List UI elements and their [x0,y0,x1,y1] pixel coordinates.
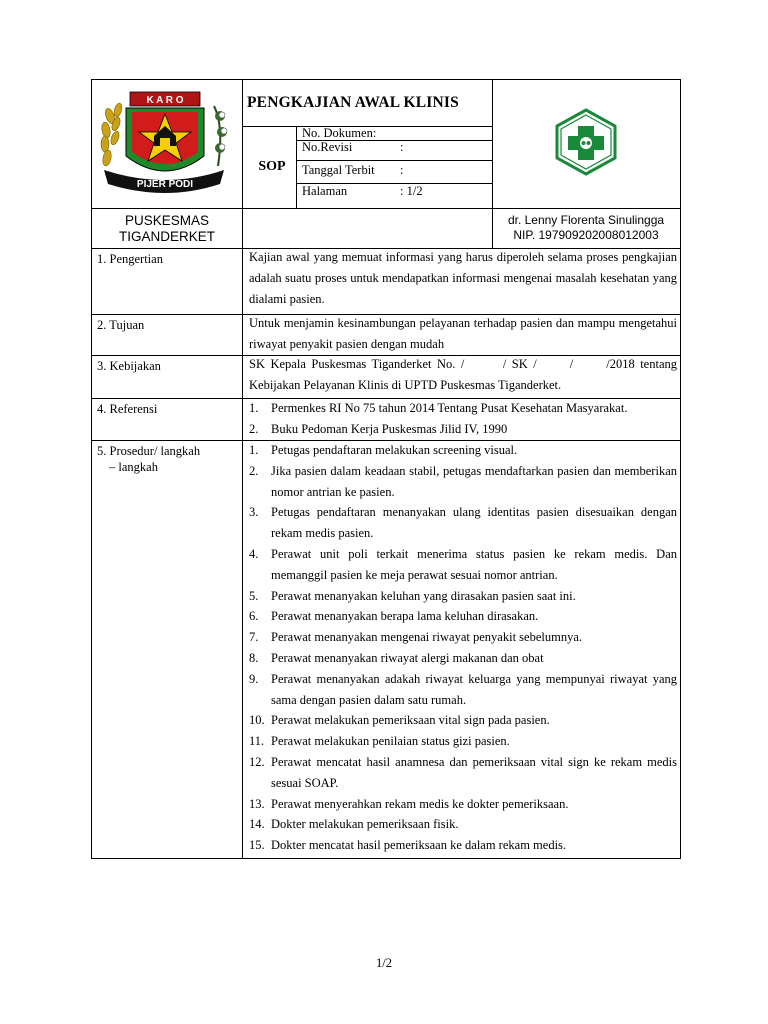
section-label-kebijakan: 3. Kebijakan [97,359,161,373]
list-item: 2. Buku Pedoman Kerja Puskesmas Jilid IV, 1990 [249,421,508,436]
list-item: 9. Perawat menanyakan adakah riwayat keluarga yang mempunyai riwayat yang sama dengan pasien dalam satu rumah. [249,671,677,707]
list-item: 14. Dokter melakukan pemeriksaan fisik. [249,817,459,832]
section-text-kebijakan [249,354,677,396]
meta-value: : [400,140,404,154]
list-item: 13. Perawat menyerahkan rekam medis ke dokter pemeriksaan. [249,796,569,811]
list-item: 4. Perawat unit poli terkait menerima status pasien ke rekam medis. Dan memanggil pasien ke meja perawat sesuai nomor antrian. [249,546,677,582]
document-title: PENGKAJIAN AWAL KLINIS [247,94,459,111]
list-item: 8. Perawat menanyakan riwayat alergi makanan dan obat [249,650,544,665]
list-item: 15. Dokter mencatat hasil pemeriksaan ke dalam rekam medis. [249,838,567,853]
signatory-name: dr. Lenny Florenta Sinulingga [507,213,665,227]
list-item: 2. Jika pasien dalam keadaan stabil, petugas mendaftarkan pasien dan memberikan nomor antrian ke pasien. [249,463,677,499]
list-item: 1. Permenkes RI No 75 tahun 2014 Tentang Pusat Kesehatan Masyarakat. [249,401,628,415]
section-list-referensi [249,398,677,440]
list-item: 5. Perawat menanyakan keluhan yang dirasakan pasien saat ini. [249,588,576,603]
meta-label: No.Revisi [302,140,353,154]
section-label-prosedur: 5. Prosedur/ langkah – langkah [97,444,201,474]
list-item: 10. Perawat melakukan pemeriksaan vital sign pada pasien. [249,713,550,728]
list-item: 11. Perawat melakukan penilaian status gizi pasien. [249,734,510,749]
meta-value: : [400,163,404,177]
meta-halaman [302,183,492,208]
sop-label: SOP [258,159,286,174]
institution-line1: PUSKESMAS [124,213,210,228]
section-text-tujuan: Untuk menjamin kesinambungan pelayanan terhadap pasien dan mampu mengetahui riwayat penyakit pasien dengan mudah [249,316,677,351]
meta-label: Tanggal Terbit [302,163,375,177]
meta-no-revisi [302,140,492,160]
list-item: 1. Petugas pendaftaran melakukan screening visual. [249,443,518,457]
list-item: 12. Perawat mencatat hasil anamnesa dan pemeriksaan vital sign ke rekam medis sesuai SOAP. [249,754,677,790]
meta-tanggal-terbit [302,160,492,183]
list-item: 7. Perawat menanyakan mengenai riwayat penyakit sebelumnya. [249,630,582,645]
section-label-pengertian: 1. Pengertian [97,252,163,266]
section-list-prosedur [249,440,677,856]
signatory-nip: NIP. 197909202008012003 [513,228,659,242]
list-item: 6. Perawat menanyakan berapa lama keluhan dirasakan. [249,609,539,624]
svg-text:K A R O: K A R O [146,95,184,106]
list-item: 3. Petugas pendaftaran menanyakan ulang identitas pasien disesuaikan dengan rekam medis pasien. [249,505,677,541]
meta-no-dokumen [302,126,376,140]
meta-label: Halaman [302,184,348,198]
meta-value: : 1/2 [400,184,423,198]
section-label-tujuan: 2. Tujuan [97,318,145,332]
section-label-referensi: 4. Referensi [97,402,158,416]
page-number: 1/2 [376,956,392,970]
meta-label: No. Dokumen: [302,126,377,140]
svg-text:PIJER PODI: PIJER PODI [136,179,194,190]
puskesmas-green-cross-icon [554,108,618,176]
kebijakan-line2: Kebijakan Pelayanan Klinis di UPTD Puskesmas Tiganderket. [249,378,562,392]
institution-name [92,210,242,246]
institution-line2: TIGANDERKET [118,229,215,244]
karo-regency-emblem-icon [96,86,232,196]
section-text-pengertian: Kajian awal yang memuat informasi yang harus diperoleh selama proses pengkajian adalah suatu proses untuk mendapatkan informasi mengenai masalah kesehatan yang dialami pasien. [249,250,677,306]
kebijakan-line1: SK Kepala Puskesmas Tiganderket No. / / SK / / /2018 tentang [249,357,677,371]
signatory [492,213,680,247]
